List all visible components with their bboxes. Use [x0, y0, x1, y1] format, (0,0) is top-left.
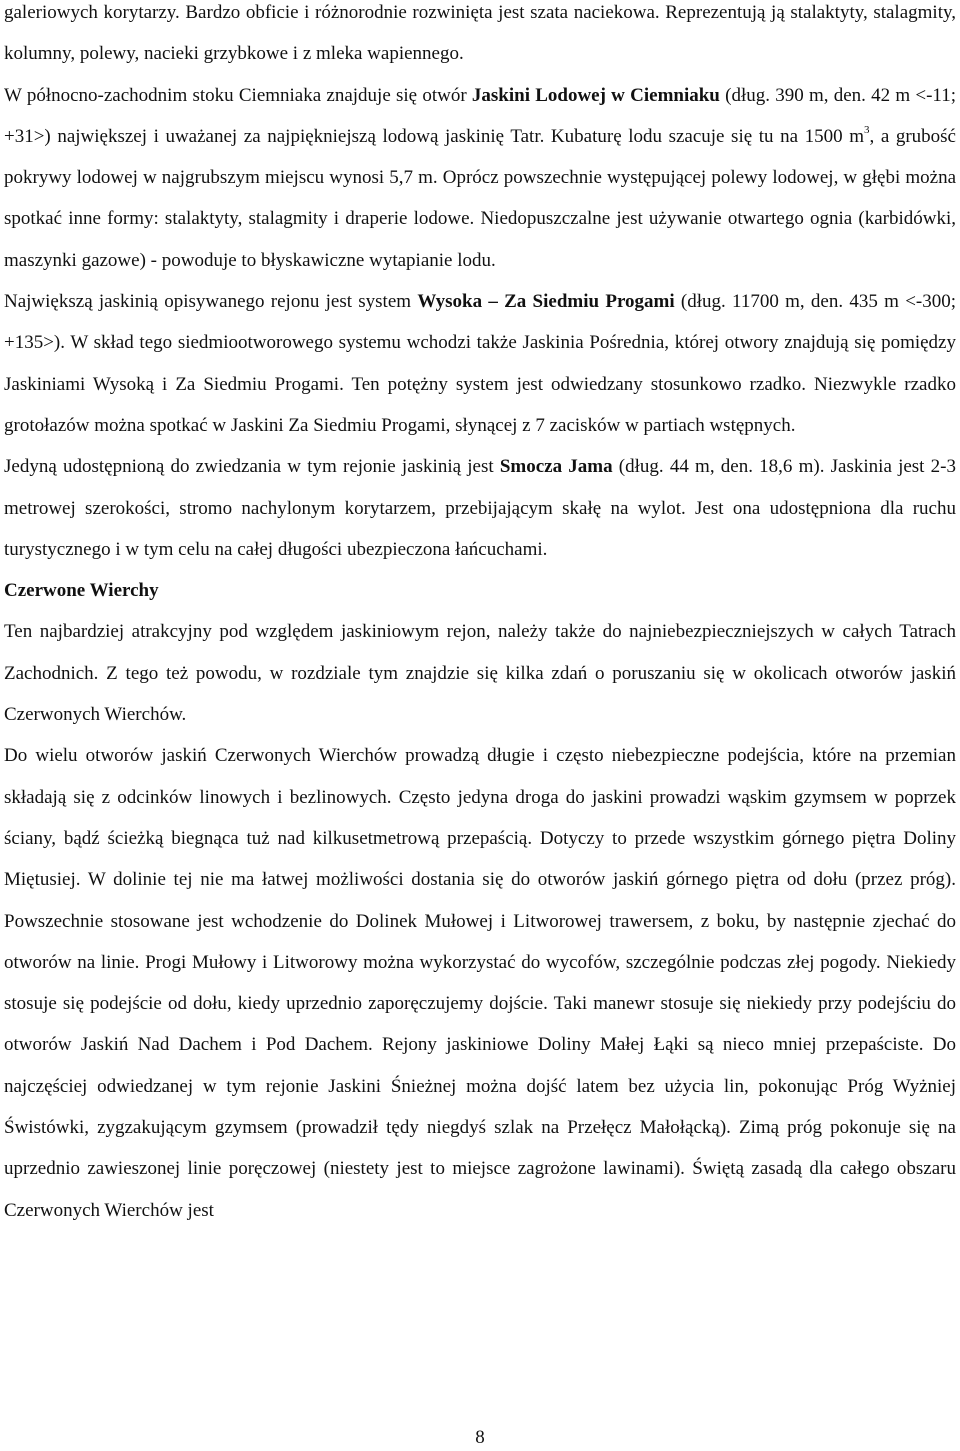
superscript: 3	[863, 123, 870, 136]
paragraph-czerwone-intro: Ten najbardziej atrakcyjny pod względem jaskiniowym rejon, należy także do najniebezpieczniejszych w całych Tatrach Zachodnich. Z tego też powodu, w rozdziale tym znajdzie się kilka zdań o poruszaniu się w okolicach otworów jaskiń Czerwonych Wierchów.	[4, 621, 956, 726]
section-heading: Czerwone Wierchy	[4, 580, 159, 602]
text-span: (dług. 44 m, den. 18,6 m). Jaskinia jest 2-3 metrowej szerokości, stromo nachylonym korytarzem, przebijającym skałę na wylot. Jest ona udostępniona dla ruchu turystycznego i w tym celu na całej długości ubezpieczona łańcuchami.	[4, 456, 956, 560]
text-span: galeriowych korytarzy. Bardzo obficie i różnorodnie rozwinięta jest szata naciekowa. Reprezentują ją stalaktyty, stalagmity, kolumny, polewy, nacieki grzybkowe i z mleka wapiennego.	[4, 2, 956, 65]
cave-name-bold: Jaskini Lodowej w Ciemniaku	[471, 84, 720, 106]
text-span: W północno-zachodnim stoku Ciemniaka znajduje się otwór	[4, 84, 472, 106]
text-span: (dług. 390 m, den. 42 m <-11; +31>) największej i uważanej za najpiękniejszą lodową jaskinię Tatr. Kubaturę lodu szacuje się tu na 1500 m	[4, 84, 956, 147]
paragraph-wysoka-system	[4, 281, 956, 446]
text-span: Największą jaskinią opisywanego rejonu jest system	[4, 291, 418, 313]
cave-name-bold: Wysoka – Za Siedmiu Progami	[417, 291, 675, 313]
document-page	[4, 0, 956, 1231]
paragraph-czerwone-approaches: Do wielu otworów jaskiń Czerwonych Wierchów prowadzą długie i często niebezpieczne podejścia, które na przemian składają się z odcinków linowych i bezlinowych. Często jedyna droga do jaskini prowadzi wąskim gzymsem w poprzek ściany, bądź ścieżką biegnąca tuż nad kilkusetmetrową przepaścią. Dotyczy to przede wszystkim górnego piętra Doliny Miętusiej. W dolinie tej nie ma łatwej możliwości dostania się do otworów jaskiń górnego piętra od dołu (przez próg). Powszechnie stosowane jest wchodzenie do Dolinek Mułowej i Litworowej trawersem, z boku, by następnie zjechać do otworów na linie. Progi Mułowy i Litworowy można wykorzystać do wycofów, szczególnie podczas złej pogody. Niekiedy stosuje się podejście od dołu, kiedy uprzednio zaporęczujemy dojście. Taki manewr stosuje się niekiedy przy podejściu do otworów Jaskiń Nad Dachem i Pod Dachem. Rejony jaskiniowe Doliny Małej Łąki są nieco mniej przepaściste. Do najczęściej odwiedzanej w tym rejonie Jaskini Śnieżnej można dojść latem bez użycia lin, pokonując Próg Wyżniej Świstówki, zygzakującym gzymsem (prowadził tędy niegdyś szlak na Przełęcz Małołącką). Zimą próg pokonuje się na uprzednio zawieszonej linie poręczowej (niestety jest to miejsce zagrożone lawinami). Świętą zasadą dla całego obszaru Czerwonych Wierchów jest	[4, 745, 956, 1221]
text-span: (dług. 11700 m, den. 435 m <-300; +135>). W skład tego siedmiootworowego systemu wchodzi także Jaskinia Pośrednia, której otwory znajdują się pomiędzy Jaskiniami Wysoką i Za Siedmiu Progami. Ten potężny system jest odwiedzany stosunkowo rzadko. Niezwykle rzadko grotołazów można spotkać w Jaskini Za Siedmiu Progami, słynącej z 7 zacisków w partiach wstępnych.	[4, 291, 957, 436]
paragraph-ice-cave	[4, 0, 956, 281]
text-span: Jedyną udostępnioną do zwiedzania w tym rejonie jaskinią jest	[4, 456, 500, 478]
cave-name-bold: Smocza Jama	[499, 456, 613, 478]
page-number: 8	[475, 1427, 485, 1448]
text-span: , a grubość pokrywy lodowej w najgrubszym miejscu wynosi 5,7 m. Oprócz powszechnie występującej polewy lodowej, w głębi można spotkać inne formy: stalaktyty, stalagmity i draperie lodowe. Niedopuszczalne jest używanie otwartego ognia (karbidówki, maszynki gazowe) - powoduje to błyskawiczne wytapianie lodu.	[4, 125, 956, 271]
paragraph-smocza-jama	[4, 446, 956, 570]
